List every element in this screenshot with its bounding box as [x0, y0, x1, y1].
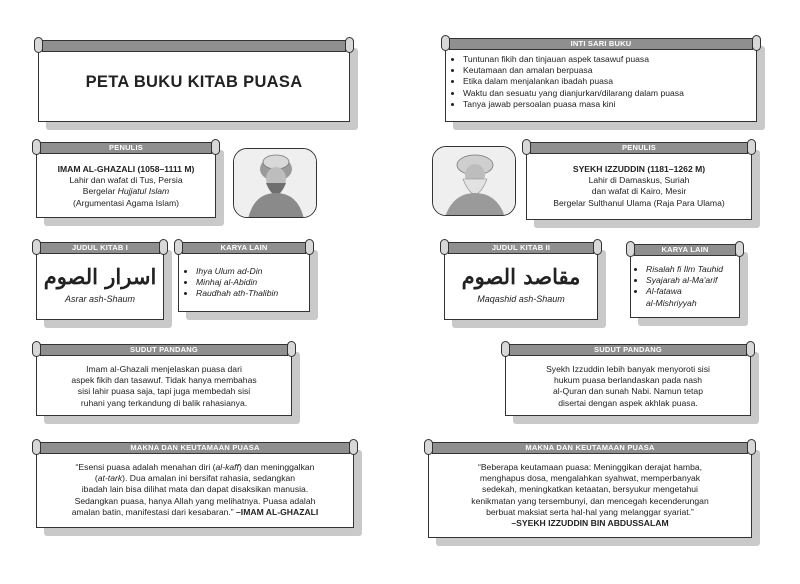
karya-lain-1-label: KARYA LAIN: [182, 242, 306, 254]
sudut-pandang-1-line: Imam al-Ghazali menjelaskan puasa dari: [86, 364, 242, 374]
makna-2-author: –SYEKH IZZUDDIN BIN ABDUSSALAM: [511, 518, 669, 529]
penulis-2-scroll: [526, 142, 752, 220]
page-title: PETA BUKU KITAB PUASA: [85, 73, 303, 91]
judul-kitab-2-latin: Maqashid ash-Shaum: [477, 294, 565, 304]
penulis-1-scroll: [36, 142, 216, 218]
inti-sari-scroll: [445, 38, 757, 122]
makna-1-line: “Esensi puasa adalah menahan diri (al-kaff) dan meninggalkan: [75, 462, 315, 472]
makna-2-line: “Beberapa keutamaan puasa: Meninggikan derajat hamba,: [477, 462, 703, 472]
sudut-pandang-2-line: Syekh Izzuddin lebih banyak menyoroti sisi: [546, 364, 710, 374]
list-item: • Risalah fi Ilm Tauhid: [646, 264, 738, 275]
penulis-1-label: PENULIS: [40, 142, 212, 154]
penulis-2-line1: Lahir di Damaskus, Suriah: [588, 175, 690, 186]
judul-kitab-1-arabic: اسرار الصوم: [43, 264, 157, 289]
list-item: • Tanya jawab persoalan puasa masa kini: [463, 99, 753, 110]
penulis-2-line2: dan wafat di Kairo, Mesir: [591, 186, 687, 197]
karya-lain-2-scroll: [630, 244, 740, 318]
penulis-1-line3: (Argumentasi Agama Islam): [72, 197, 180, 208]
list-item: • Waktu dan sesuatu yang dianjurkan/dilarang dalam puasa: [463, 88, 753, 99]
list-item: • Minhaj al-Abidin: [196, 277, 308, 288]
penulis-2-label: PENULIS: [530, 142, 748, 154]
karya-lain-1-list: [186, 266, 308, 300]
judul-kitab-1-latin: Asrar ash-Shaum: [64, 294, 136, 304]
karya-lain-2-list: [636, 264, 738, 309]
inti-sari-list: [453, 54, 753, 110]
makna-2-label: MAKNA DAN KEUTAMAAN PUASA: [432, 442, 748, 454]
penulis-1-line1: Lahir dan wafat di Tus, Persia: [69, 175, 183, 186]
portrait-izzuddin: [432, 146, 516, 216]
list-item: • Ihya Ulum ad-Din: [196, 266, 308, 277]
sudut-pandang-1-line: ruhani yang terkandung di balik rahasianya.: [80, 397, 248, 408]
list-item: • Keutamaan dan amalan berpuasa: [463, 65, 753, 76]
makna-2-line: menghapus dosa, mengalahkan syahwat, memperbanyak: [479, 473, 701, 484]
title-scroll: [38, 40, 350, 122]
makna-2-line: sedekah, meningkatkan ketaatan, bersyukur mengetahui: [482, 484, 698, 495]
makna-1-line: Sedangkan puasa, hanya Allah yang melihatnya. Puasa adalah: [74, 495, 316, 506]
karya-lain-2-label: KARYA LAIN: [634, 244, 736, 256]
sudut-pandang-2-scroll: [505, 344, 751, 416]
makna-2-scroll: [428, 442, 752, 538]
makna-1-line: ibadah lain bisa dilihat mata dan dapat disaksikan manusia.: [81, 484, 309, 495]
list-item: • Raudhah ath-Thalibin: [196, 288, 308, 299]
judul-kitab-1-label: JUDUL KITAB I: [40, 242, 160, 254]
list-item: • Etika dalam menjalankan ibadah puasa: [463, 76, 753, 87]
makna-2-line: kenikmatan yang tersembunyi, dan mencegah kecenderungan: [471, 495, 709, 506]
sudut-pandang-2-label: SUDUT PANDANG: [509, 344, 747, 356]
list-item: • Syajarah al-Ma'arif: [646, 275, 738, 286]
judul-kitab-2-arabic: مقاصد الصوم: [461, 264, 581, 289]
makna-2-line: berbuat maksiat serta hal-hal yang melanggar syariat.”: [486, 506, 694, 517]
sudut-pandang-1-label: SUDUT PANDANG: [40, 344, 288, 356]
makna-1-scroll: [36, 442, 354, 528]
sudut-pandang-2-line: disertai dengan aspek akhlak puasa.: [558, 397, 698, 408]
makna-1-label: MAKNA DAN KEUTAMAAN PUASA: [40, 442, 350, 454]
list-item: • Al-fatawa: [646, 286, 738, 297]
portrait-al-ghazali: [233, 148, 317, 218]
makna-1-author: –IMAM AL-GHAZALI: [236, 506, 319, 517]
sudut-pandang-2-line: hukum puasa berlandaskan pada nash: [553, 375, 703, 386]
penulis-1-name: IMAM AL-GHAZALI (1058–1111 M): [57, 164, 195, 174]
sudut-pandang-2-line: al-Quran dan sunah Nabi. Namun tetap: [552, 386, 703, 397]
penulis-1-line2: Bergelar Hujjatul Islam: [82, 186, 170, 197]
karya-lain-1-scroll: [178, 242, 310, 312]
sudut-pandang-1-line: sisi lahir puasa saja, tapi juga membedah sisi: [77, 386, 251, 397]
list-item: al-Mishriyyah: [646, 297, 697, 308]
judul-kitab-1-scroll: [36, 242, 164, 320]
judul-kitab-2-label: JUDUL KITAB II: [448, 242, 594, 254]
judul-kitab-2-scroll: [444, 242, 598, 320]
sudut-pandang-1-scroll: [36, 344, 292, 416]
penulis-2-line3: Bergelar Sulthanul Ulama (Raja Para Ulama): [553, 197, 725, 208]
makna-1-line: (at-tark). Dua amalan ini bersifat rahasia, sedangkan: [94, 473, 296, 484]
list-item: • Tuntunan fikih dan tinjauan aspek tasawuf puasa: [463, 54, 753, 65]
sudut-pandang-1-line: aspek fikih dan tasawuf. Tidak hanya membahas: [71, 375, 257, 386]
penulis-2-name: SYEKH IZZUDDIN (1181–1262 M): [572, 164, 706, 174]
inti-sari-label: INTI SARI BUKU: [449, 38, 753, 50]
makna-1-line: amalan batin, manifestasi dari kesabaran.” –IMAM AL-GHAZALI: [71, 506, 319, 517]
